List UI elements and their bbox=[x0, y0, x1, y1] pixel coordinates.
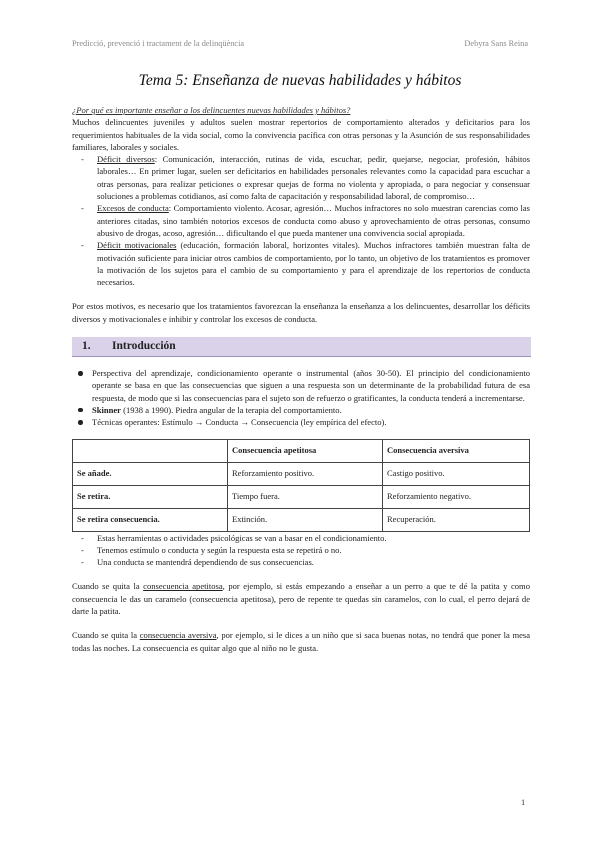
list-item bbox=[97, 153, 530, 202]
text: Cuando se quita la bbox=[72, 581, 144, 592]
table-row bbox=[73, 485, 530, 508]
consequences-table bbox=[72, 439, 530, 532]
question-heading: ¿Por qué es importante enseñar a los delincuentes nuevas habilidades y hábitos? bbox=[72, 105, 351, 115]
skinner-name: Skinner bbox=[92, 404, 121, 415]
list-item bbox=[97, 202, 530, 239]
item-text: (1938 a 1990). Piedra angular de la terapia del comportamiento. bbox=[120, 404, 342, 415]
notes-list bbox=[72, 532, 530, 569]
table-cell: Castigo positivo. bbox=[383, 462, 530, 485]
section-heading bbox=[72, 337, 531, 357]
header-author: Debyra Sans Reina bbox=[464, 39, 528, 48]
motives-paragraph: Por estos motivos, es necesario que los tratamientos favorezcan la enseñanza la enseñanza a los delincuentes, desarrollar los déficits diversos y motivacionales e inhibir y controlar los excesos de conducta. bbox=[72, 301, 530, 324]
table-cell: Extinción. bbox=[228, 508, 383, 531]
table-header bbox=[73, 439, 228, 462]
table-cell: Recuperación. bbox=[383, 508, 530, 531]
list-item: - Una conducta se mantendrá dependiendo de sus consecuencias. bbox=[97, 556, 530, 568]
table-cell: Reforzamiento positivo. bbox=[228, 462, 383, 485]
document-body bbox=[72, 104, 530, 654]
section-number: 1. bbox=[82, 340, 91, 353]
item-text: : Comunicación, interacción, rutinas de vida, escuchar, pedir, quejarse, negociar, profesión, hábitos laborales… En primer lugar, suelen ser deficitarios en habilidades personales relevantes como la capacidad para escuchar a otras personas, para realizar peticiones o expresar quejas de forma no violenta y apropiada, o para negociar y consensuar soluciones a problemas cotidianos, así como falta de capacitación y responsabilidad laboral, de compromiso… bbox=[97, 154, 530, 202]
text: , por ejemplo, si le dices a un niño que si saca buenas notas, no tendrá que poner la mesa todas las noches. La consecuencia es quitar algo que al niño no le gusta. bbox=[72, 630, 531, 653]
table-row bbox=[73, 462, 530, 485]
list-item: Técnicas operantes: Estímulo → Conducta → Consecuencia (ley empírica del efecto). bbox=[92, 416, 530, 428]
table-cell: Reforzamiento negativo. bbox=[383, 485, 530, 508]
list-item: - Estas herramientas o actividades psicológicas se van a basar en el condicionamiento. bbox=[97, 532, 530, 544]
list-item: - Tenemos estímulo o conducta y según la respuesta esta se repetirá o no. bbox=[97, 544, 530, 556]
table-header: Consecuencia aversiva bbox=[383, 439, 530, 462]
intro-bullets bbox=[72, 367, 530, 428]
table-header-row bbox=[73, 439, 530, 462]
intro-paragraph: Muchos delincuentes juveniles y adultos suelen mostrar repertorios de comportamiento alterados y deficitarios para los requerimientos habituales de la vida social, como la convivencia pacífica con otras personas y la Asunción de sus responsabilidades familiares, laborales y sociales. bbox=[72, 117, 530, 152]
text: Cuando se quita la bbox=[72, 630, 140, 641]
list-item: Perspectiva del aprendizaje, condicionamiento operante o instrumental (años 30-50). El principio del condicionamiento operante se basa en que las consecuencias que siguen a una respuesta son un determinante de la probabilidad futura de esa respuesta, de modo que si las consecuencias para el sujeto son de refuerzo o gratificantes, la conducta tenderá a incrementarse. bbox=[92, 368, 530, 403]
term: Déficit motivacionales bbox=[97, 240, 177, 251]
term: consecuencia apetitosa bbox=[143, 581, 223, 592]
section-title: Introducción bbox=[112, 340, 176, 353]
row-header: Se retira consecuencia. bbox=[73, 508, 228, 531]
term: consecuencia aversiva bbox=[139, 630, 217, 641]
list-item bbox=[92, 404, 530, 416]
table-cell: Tiempo fuera. bbox=[228, 485, 383, 508]
term: Déficit diversos bbox=[97, 154, 155, 165]
table-header: Consecuencia apetitosa bbox=[228, 439, 383, 462]
page-title: Tema 5: Enseñanza de nuevas habilidades y hábitos bbox=[138, 72, 462, 89]
row-header: Se retira. bbox=[73, 485, 228, 508]
term: Excesos de conducta bbox=[97, 203, 169, 214]
page-number: 1 bbox=[521, 797, 526, 807]
aversiva-paragraph bbox=[72, 629, 530, 654]
text: , por ejemplo, si estás empezando a enseñar a un perro a que te dé la patita y como consecuencia le das un caramelo (consecuencia apetitosa), pero de repente te quedas sin caramelos, con lo cual, el perro dejará de darte la patita. bbox=[72, 581, 530, 617]
item-text: : Comportamiento violento. Acosar, agresión… Muchos infractores no solo muestran carencias como las anteriores citadas, sino también notorios excesos de conducta como abuso y aprovechamiento de otras personas, consumo abusivo de drogas, acoso, agresión… dificultando el que pueda mantener una convivencia social apropiada. bbox=[97, 203, 530, 238]
deficits-list bbox=[72, 153, 530, 288]
table-row bbox=[73, 508, 530, 531]
apetitosa-paragraph bbox=[72, 580, 530, 617]
item-text: (educación, formación laboral, horizontes vitales). Muchos infractores también muestran falta de motivación suficiente para iniciar otros cambios de comportamiento, por lo tanto, un objetivo de los tratamientos es promover la motivación de los sujetos para el cambio de su comportamiento y para el aprendizaje de los repertorios de conducta necesarios. bbox=[97, 240, 530, 288]
list-item bbox=[97, 239, 530, 288]
header-course: Predicció, prevenció i tractament de la delinqüència bbox=[72, 39, 245, 48]
row-header: Se añade. bbox=[73, 462, 228, 485]
